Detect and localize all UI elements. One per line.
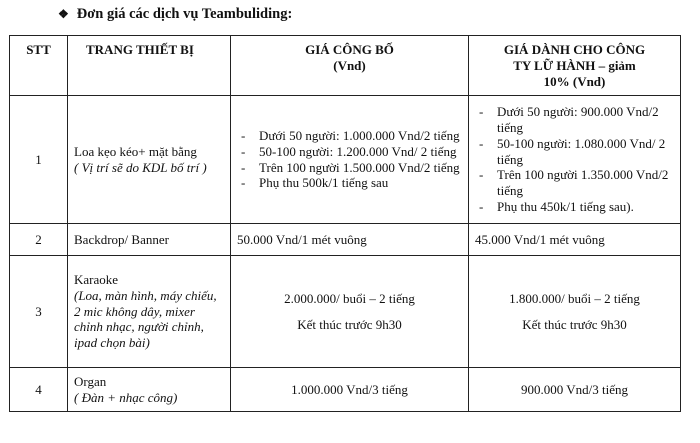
agency-tier-list — [475, 104, 674, 215]
price-note: Kết thúc trước 9h30 — [297, 316, 402, 332]
section-heading — [58, 6, 292, 23]
row-stt: 1 — [10, 96, 68, 224]
row-published-price — [231, 256, 469, 368]
price-tier: - Dưới 50 người: 1.000.000 Vnd/2 tiếng — [237, 128, 462, 144]
equipment-name: Loa kẹo kéo+ mặt bằng — [74, 143, 197, 159]
table-header-row — [10, 36, 681, 96]
price-tier: - Phụ thu 450k/1 tiếng sau). — [475, 199, 674, 215]
equipment-name: Backdrop/ Banner — [68, 224, 231, 256]
price-tier: - Phụ thu 500k/1 tiếng sau — [237, 175, 462, 191]
price-tier: - Trên 100 người 1.350.000 Vnd/2 tiếng — [475, 167, 674, 199]
equipment-name: Karaoke — [74, 271, 119, 287]
diamond-bullet-icon: ❖ — [58, 7, 69, 21]
header-published-price — [231, 36, 469, 96]
published-tier-list — [237, 128, 462, 191]
row-published-price — [231, 96, 469, 224]
equipment-name: Organ — [74, 373, 107, 389]
price-tier: - Dưới 50 người: 900.000 Vnd/2 tiếng — [475, 104, 674, 136]
header-agency-price-line2: TY LỮ HÀNH – giảm — [513, 57, 636, 73]
price-tier: - Trên 100 người 1.500.000 Vnd/2 tiếng — [237, 160, 462, 176]
equipment-note: (Loa, màn hình, máy chiếu, 2 mic không dây, mixer chỉnh nhạc, người chỉnh, ipad chọn bài) — [74, 287, 217, 351]
header-published-price-line2: (Vnd) — [333, 57, 366, 73]
header-agency-price-line1: GIÁ DÀNH CHO CÔNG — [503, 42, 646, 57]
table-row — [10, 224, 681, 256]
header-published-price-line1: GIÁ CÔNG BỐ — [305, 42, 394, 57]
row-equipment — [68, 368, 231, 412]
price-note: Kết thúc trước 9h30 — [522, 316, 627, 332]
row-equipment — [68, 96, 231, 224]
header-agency-price — [469, 36, 681, 96]
row-agency-price — [469, 256, 681, 368]
row-stt: 3 — [10, 256, 68, 368]
equipment-note: ( Đàn + nhạc công) — [74, 389, 178, 405]
price-tier: - 50-100 người: 1.200.000 Vnd/ 2 tiếng — [237, 144, 462, 160]
row-equipment — [68, 256, 231, 368]
row-agency-price: 900.000 Vnd/3 tiếng — [469, 368, 681, 412]
row-agency-price: 45.000 Vnd/1 mét vuông — [469, 224, 681, 256]
header-equipment: TRANG THIẾT BỊ — [68, 36, 231, 96]
price-tier: - 50-100 người: 1.080.000 Vnd/ 2 tiếng — [475, 136, 674, 168]
price-line: 1.800.000/ buổi – 2 tiếng — [509, 290, 640, 306]
row-published-price: 50.000 Vnd/1 mét vuông — [231, 224, 469, 256]
price-line: 2.000.000/ buổi – 2 tiếng — [284, 290, 415, 306]
table-row — [10, 368, 681, 412]
header-agency-price-line3: 10% (Vnd) — [543, 73, 606, 89]
table-row — [10, 96, 681, 224]
price-table — [9, 35, 681, 412]
header-stt: STT — [10, 36, 68, 96]
row-stt: 2 — [10, 224, 68, 256]
section-heading-text: Đơn giá các dịch vụ Teambuliding: — [76, 6, 293, 22]
row-published-price: 1.000.000 Vnd/3 tiếng — [231, 368, 469, 412]
row-stt: 4 — [10, 368, 68, 412]
row-agency-price — [469, 96, 681, 224]
equipment-note: ( Vị trí sẽ do KDL bố trí ) — [74, 159, 207, 175]
table-row — [10, 256, 681, 368]
